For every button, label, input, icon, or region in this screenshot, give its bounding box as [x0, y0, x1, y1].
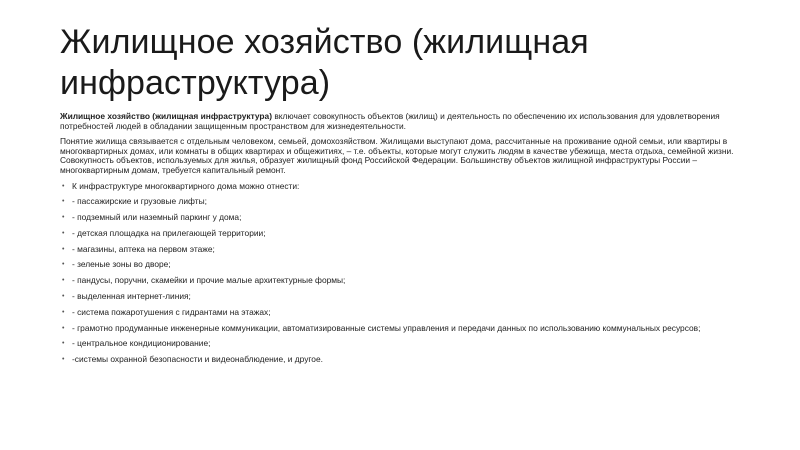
list-item: [60, 339, 750, 349]
list-item: [60, 324, 750, 334]
bullet-icon: •: [62, 214, 65, 222]
intro-text: включает совокупность объектов (жилищ) и деятельность по обеспечению их использования для удовлетворения потребностей людей в обладании защищенным пространством для жизнедеятельности.: [60, 111, 720, 131]
list-item: [60, 245, 750, 255]
bullet-icon: •: [62, 308, 65, 316]
intro-term: Жилищное хозяйство (жилищная инфраструктура): [60, 111, 272, 121]
bullet-icon: •: [62, 198, 65, 206]
list-item: [60, 260, 750, 270]
list-item-text: - пандусы, поручни, скамейки и прочие малые архитектурные формы;: [72, 275, 346, 286]
list-item-text: - зеленые зоны во дворе;: [72, 259, 171, 270]
list-item-text: - магазины, аптека на первом этаже;: [72, 243, 215, 254]
bullet-icon: •: [62, 356, 65, 364]
bullet-icon: •: [62, 261, 65, 269]
bullet-icon: •: [62, 182, 65, 190]
list-item-text: - подземный или наземный паркинг у дома;: [72, 212, 242, 223]
slide-title: Жилищное хозяйство (жилищная инфраструктура): [60, 23, 589, 102]
list-item: [60, 308, 750, 318]
list-item-text: - центральное кондиционирование;: [72, 338, 211, 349]
bullet-icon: •: [62, 245, 65, 253]
list-item: [60, 197, 750, 207]
slide-content: [60, 112, 750, 371]
list-item: [60, 355, 750, 365]
housing-concept-paragraph: Понятие жилища связывается с отдельным человеком, семьей, домохозяйством. Жилищами выступают дома, рассчитанные на проживание одной семьи, или квартиры в многоквартирных домах, или комнаты в общих квартирах и общежитиях, – т.е. объекты, которые могут служить людям в качестве убежища, места отдыха, семейной жизни. Совокупность объектов, используемых для жилья, образует жилищный фонд Российской Федерации. Большинству объектов жилищной инфраструктуры России – многоквартирным домам, требуется капитальный ремонт.: [60, 136, 734, 175]
infrastructure-list: [60, 182, 750, 365]
list-item: [60, 213, 750, 223]
list-item-text: - детская площадка на прилегающей территории;: [72, 227, 266, 238]
list-item-text: К инфраструктуре многоквартирного дома можно отнести:: [72, 180, 300, 191]
list-item-text: -системы охранной безопасности и видеонаблюдение, и другое.: [72, 354, 323, 365]
list-item-text: - грамотно продуманные инженерные коммуникации, автоматизированные системы управления и передачи данных по использованию коммунальных ресурсов;: [72, 322, 701, 333]
list-item-text: - пассажирские и грузовые лифты;: [72, 196, 207, 207]
list-item-text: - система пожаротушения с гидрантами на этажах;: [72, 306, 271, 317]
list-item: [60, 292, 750, 302]
bullet-icon: •: [62, 340, 65, 348]
list-item: [60, 276, 750, 286]
intro-paragraph: [60, 112, 750, 131]
bullet-icon: •: [62, 324, 65, 332]
list-item: [60, 229, 750, 239]
bullet-icon: •: [62, 277, 65, 285]
bullet-icon: •: [62, 229, 65, 237]
list-item-text: - выделенная интернет-линия;: [72, 291, 191, 302]
list-item: [60, 182, 750, 192]
bullet-icon: •: [62, 293, 65, 301]
